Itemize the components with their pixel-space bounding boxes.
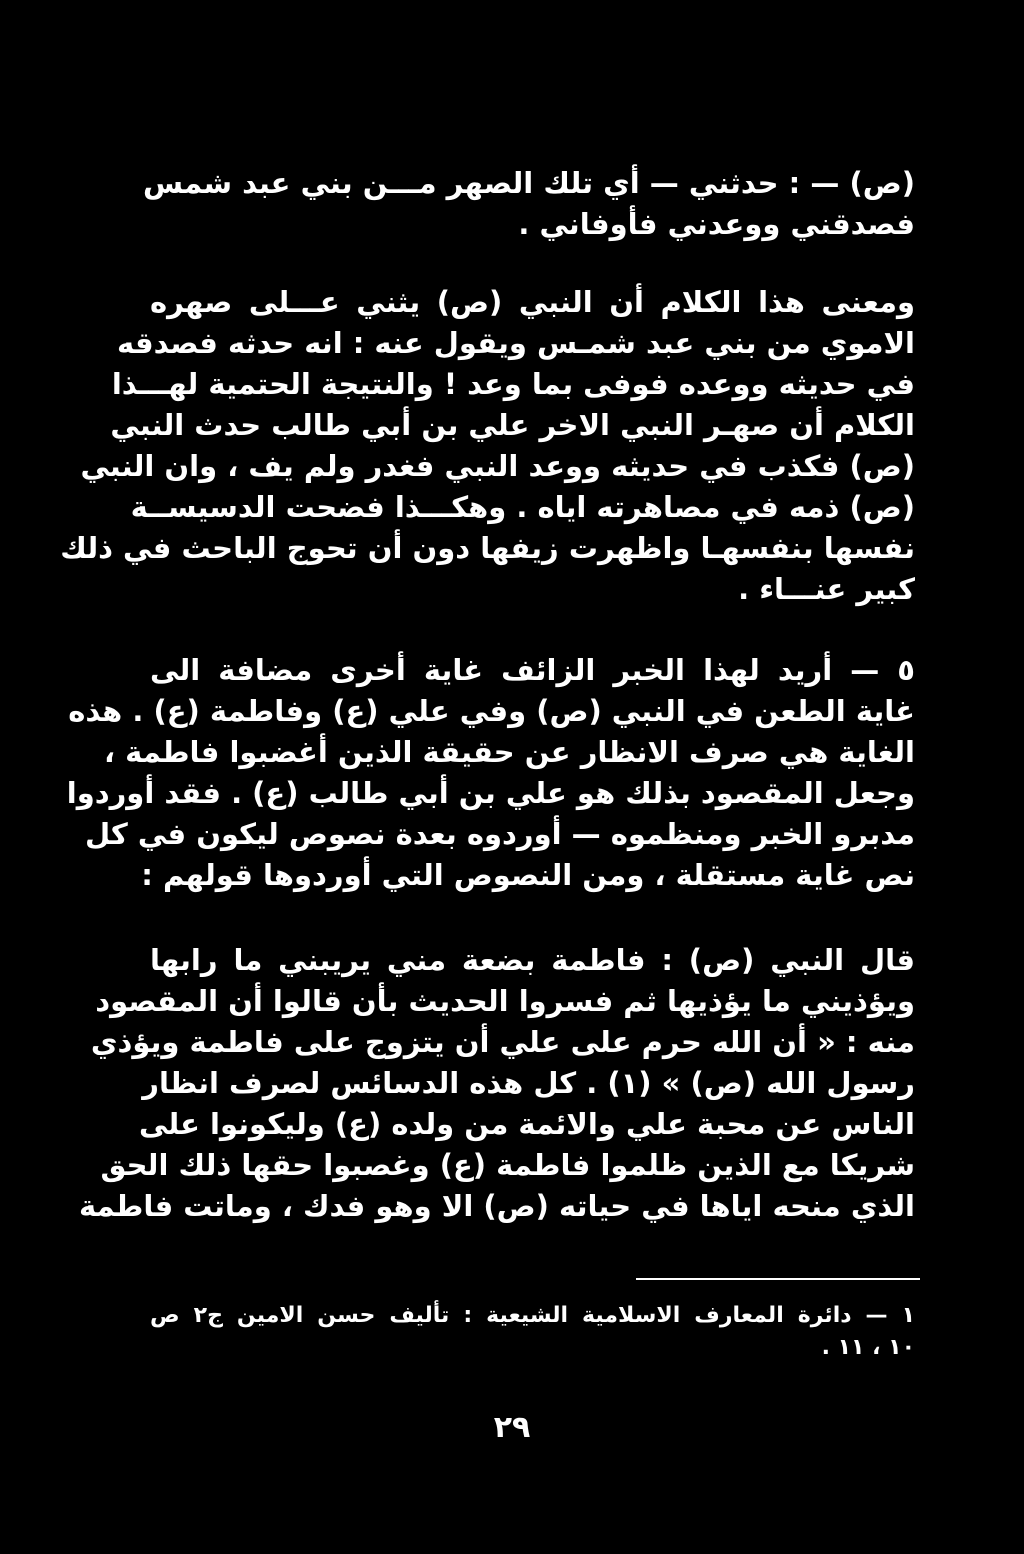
footnote-line: ١ — دائرة المعارف الاسلامية الشيعية : تأليف حسن الامين ج٢ ص: [150, 1303, 915, 1328]
footnote-divider: [636, 1278, 920, 1280]
paragraph-4: [78, 940, 915, 1227]
text-line: في حديثه ووعده فوفى بما وعد ! والنتيجة الحتمية لهـــذا: [111, 367, 915, 401]
text-line: منه : « أن الله حرم على علي أن يتزوج على فاطمة ويؤذي: [90, 1025, 915, 1059]
text-line: (ص) ذمه في مصاهرته اياه . وهكـــذا فضحت الدسيســة: [130, 490, 915, 524]
text-line: (ص) فكذب في حديثه ووعد النبي فغدر ولم يف ، وان النبي: [80, 449, 915, 483]
text-line: شريكا مع الذين ظلموا فاطمة (ع) وغصبوا حقها ذلك الحق: [100, 1148, 915, 1182]
text-line: قال النبي (ص) : فاطمة بضعة مني يريبني ما رابها: [150, 943, 915, 977]
text-line: الغاية هي صرف الانظار عن حقيقة الذين أغضبوا فاطمة ،: [104, 735, 915, 769]
text-line: نفسها بنفسهـا واظهرت زيفها دون أن تحوج الباحث في ذلك: [60, 531, 915, 565]
text-line: كبير عنـــاء .: [738, 572, 915, 606]
text-line: ومعنى هذا الكلام أن النبي (ص) يثني عـــلى صهره: [150, 285, 915, 319]
text-line: وجعل المقصود بذلك هو علي بن أبي طالب (ع) . فقد أوردوا: [66, 776, 915, 810]
text-line: مدبرو الخبر ومنظموه — أوردوه بعدة نصوص ليكون في كل: [84, 817, 915, 851]
text-line: الاموي من بني عبد شمـس ويقول عنه : انه حدثه فصدقه: [117, 326, 915, 360]
paragraph-3: [66, 650, 915, 896]
text-line: ويؤذيني ما يؤذيها ثم فسروا الحديث بأن قالوا أن المقصود: [95, 984, 915, 1018]
text-line: الناس عن محبة علي والائمة من ولده (ع) وليكونوا على: [138, 1107, 915, 1141]
footnote: [150, 1300, 915, 1364]
footnote-line: ١٠ ، ١١ .: [821, 1335, 915, 1360]
text-line: الكلام أن صهـر النبي الاخر علي بن أبي طالب حدث النبي: [110, 408, 915, 442]
text-line: نص غاية مستقلة ، ومن النصوص التي أوردوها قولهم :: [141, 858, 915, 892]
text-line: (ص) — : حدثني — أي تلك الصهر مـــن بني عبد شمس: [143, 166, 915, 200]
text-line: فصدقني ووعدني فأوفاني .: [518, 207, 915, 241]
text-line: ٥ — أريد لهذا الخبر الزائف غاية أخرى مضافة الى: [150, 653, 915, 687]
page-number: ٢٩: [493, 1410, 531, 1445]
text-line: رسول الله (ص) » (١) . كل هذه الدسائس لصرف انظار: [142, 1066, 915, 1100]
text-line: غاية الطعن في النبي (ص) وفي علي (ع) وفاطمة (ع) . هذه: [68, 694, 915, 728]
paragraph-1: [143, 163, 915, 245]
paragraph-2: [60, 282, 915, 610]
text-line: الذي منحه اياها في حياته (ص) الا وهو فدك ، وماتت فاطمة: [78, 1189, 915, 1223]
